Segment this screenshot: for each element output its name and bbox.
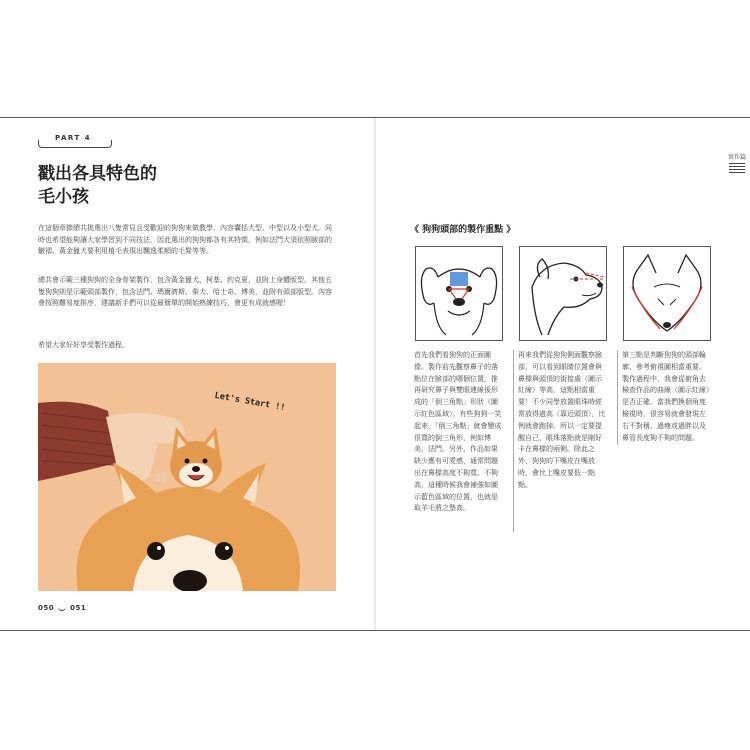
photo-caption: Let's Start !! <box>213 390 287 414</box>
title-line-1: 戳出各具特色的 <box>38 164 157 184</box>
dog-side-icon <box>520 247 606 340</box>
page-separator-icon <box>58 607 66 611</box>
side-view-diagram <box>519 246 607 341</box>
section-tag-label: 實作篇 <box>727 154 746 161</box>
book-spread <box>0 117 750 631</box>
section-lines-icon <box>729 163 745 173</box>
intro-paragraph: 在這個章節總共挑選出八隻常見且受歡迎的狗狗來做教學，內容囊括大型、中型以及小型犬。同時也希望能夠讓大家學習到不同技法，因此選出的狗狗都各有其特徵，例如法鬥犬須依照臉部的皺褶、黃金獵犬要利用植毛表現出飄逸柔順的毛髮等等。 <box>38 224 332 255</box>
dog-top-icon <box>624 247 710 340</box>
dog-front-icon <box>416 247 502 340</box>
section-tag <box>727 154 747 175</box>
page-number-right: 051 <box>70 604 87 612</box>
right-page <box>375 118 750 630</box>
section-heading: 《 狗狗頭部的製作重點 》 <box>410 225 516 235</box>
left-page <box>0 118 375 630</box>
page-numbers <box>38 604 86 612</box>
page-title <box>38 163 338 209</box>
part-tag <box>38 134 112 149</box>
closing-paragraph: 希望大家好好享受製作過程。 <box>38 341 129 349</box>
shiba-illustration <box>38 363 336 591</box>
shiba-photo <box>38 363 336 591</box>
front-view-diagram <box>415 246 503 341</box>
top-view-diagram <box>623 246 711 341</box>
top-view-text: 第三點是判斷狗狗的頭部輪廓，參考俯視圖相當重要。製作過程中，我會從俯角去檢查作品的曲線（圖示紅線）是否正確。當我們換個角度檢視時，很容易就會發現左右不對稱、過瘦或過胖以及鼻管長度夠不夠的問題。 <box>617 350 711 445</box>
part-label: PART 4 <box>51 134 95 142</box>
side-view-text: 再來我們從狗狗側面觀察臉部，可以看到眼睛位置會與鼻樑與頭頂的街接處（圖示紅線）等高，這點相當重要！不少同學放置眼珠時經常放得過高（靠近頭頂），比例就會跑掉。所以一定要提醒自己，眼珠落點就是剛好卡在鼻樑的兩側。除此之外，狗狗的下嘴皮在嘴放時，會比上嘴皮要低一點點。 <box>513 350 607 532</box>
body-paragraph: 總共會示範三種狗狗的全身骨架製作，包含黃金獵犬、柯基、約克夏，並附上身體版型。其他五隻狗狗則是示範頭部製作，包含法鬥、瑪爾濟斯、柴犬、哈士奇、博美，並附有頭部版型。內容會按照難易度排序，建議新手們可以從最簡單的開始熟練技巧，會更有成就感喔！ <box>38 276 332 307</box>
page-number-left: 050 <box>38 604 55 612</box>
title-line-2: 毛小孩 <box>38 187 89 207</box>
front-view-text: 首先我們看狗狗的正面圖像。製作前先觀察鼻子的落點位在臉部的哪個位置，推再研究鼻子與雙眼連線後形成的「倒三角點」形狀（圖示紅色區域）。有些狗狗一笑起來，「倒三角點」就會變成很寬的倒三角形，例如博美、法鬥。另外，作品如果缺少應有可愛感，通常問題出在鼻樑高度不夠寬。不夠高，這種時候我會補強如圖示藍色區域的位置，也就是取羊毛將之墊高。 <box>414 351 502 513</box>
